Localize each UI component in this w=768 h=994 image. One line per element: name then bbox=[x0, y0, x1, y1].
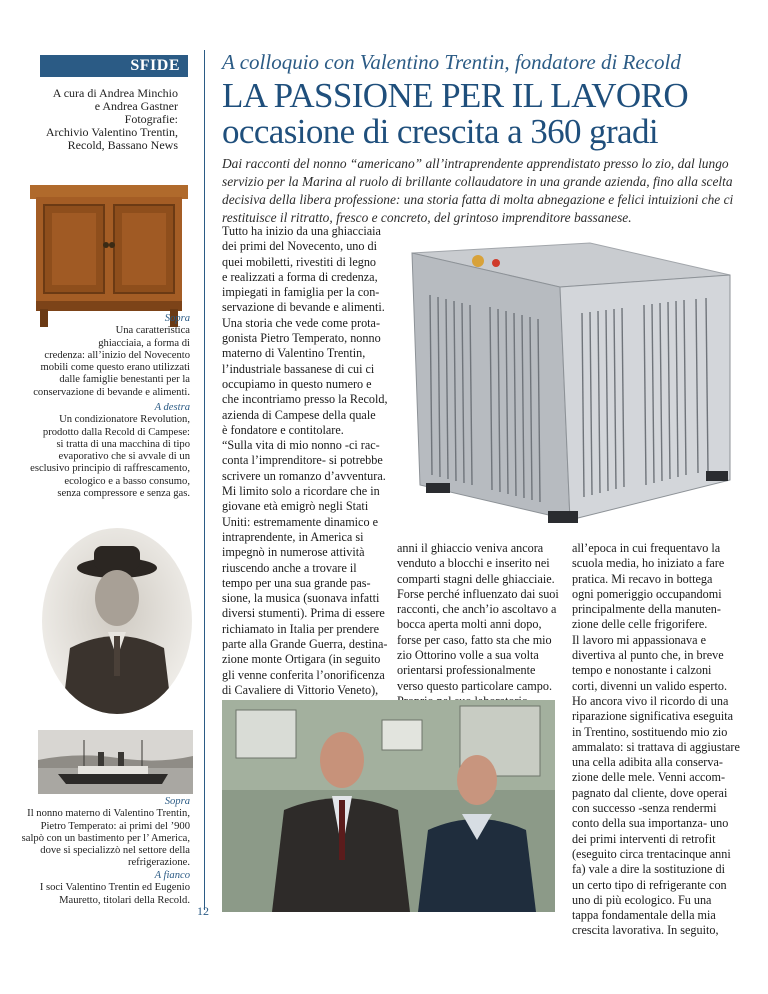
body-line: e realizzati a forma di credenza, bbox=[222, 269, 378, 284]
caption-line: Pietro Temperato: ai primi del ’900 bbox=[40, 820, 190, 832]
body-line: impegnò in numerose attività bbox=[222, 545, 365, 560]
body-line: servazione di bevande e alimenti. bbox=[222, 300, 385, 315]
credit-photo-1: Archivio Valentino Trentin, bbox=[45, 125, 178, 139]
body-line: Uniti: estremamente dinamico e bbox=[222, 514, 379, 529]
body-line: divertiva al punto che, in breve bbox=[572, 648, 724, 663]
credit-author-1: A cura di Andrea Minchio bbox=[52, 86, 178, 100]
body-line: richiamato in Italia per prendere bbox=[222, 621, 380, 636]
body-line: ogni pomeriggio occupandomi bbox=[572, 586, 722, 601]
body-line: Il lavoro mi appassionava e bbox=[572, 632, 707, 647]
caption-label: A destra bbox=[154, 402, 190, 413]
column-divider bbox=[204, 50, 205, 910]
partners-photo bbox=[222, 700, 555, 912]
body-line: racconti, che anch’io ascoltavo a bbox=[397, 602, 557, 617]
body-column-2 bbox=[397, 541, 567, 709]
body-line: con successo -senza rendermi bbox=[572, 801, 717, 816]
caption-line: evaporativo che si avvale di un bbox=[58, 451, 190, 463]
body-line: riuscendo anche a trovare il bbox=[222, 560, 357, 575]
caption-line: Mauretto, titolari della Recold. bbox=[59, 894, 190, 906]
body-line: dei primi del Novecento, uno di bbox=[222, 239, 378, 254]
caption-line: mobili come questo erano utilizzati bbox=[40, 362, 190, 374]
body-line: parte alla Grande Guerra, destina- bbox=[222, 637, 388, 652]
body-line: in Trentino, sostituendo mio zio bbox=[572, 724, 728, 739]
body-line: Tutto ha inizio da una ghiacciaia bbox=[222, 224, 381, 238]
body-line: quei mobiletti, rivestiti di legno bbox=[222, 254, 377, 269]
body-line: zione monte Ortigara (in seguito bbox=[222, 652, 381, 667]
page-number: 12 bbox=[197, 904, 209, 918]
article-headline bbox=[222, 78, 688, 150]
body-line: riparazione significativa eseguita bbox=[572, 709, 734, 724]
body-line: un certo tipo di refrigerante con bbox=[572, 877, 727, 892]
caption-line: senza compressore e senza gas. bbox=[57, 488, 190, 500]
credit-author-2: e Andrea Gastner bbox=[94, 99, 178, 113]
body-line: che incontriamo presso la Recold, bbox=[222, 392, 388, 407]
body-line: giovane età emigrò negli Stati bbox=[222, 499, 369, 514]
headline-line-1: LA PASSIONE PER IL LAVORO bbox=[222, 76, 689, 115]
caption-unit bbox=[20, 402, 190, 500]
caption-line: Una caratteristica bbox=[115, 325, 190, 337]
body-line: corti, divenni un valido esperto. bbox=[572, 678, 728, 693]
body-line: venduto a blocchi e inserito nei bbox=[397, 556, 550, 571]
caption-line: prodotto dalla Recold di Campese: bbox=[42, 426, 190, 438]
credit-photo-label: Fotografie: bbox=[124, 112, 178, 126]
caption-line: ghiacciaia, a forma di bbox=[98, 337, 190, 349]
body-line: pagnato dal cliente, dove operai bbox=[572, 785, 728, 800]
caption-line: conservazione di bevande e alimenti. bbox=[33, 386, 190, 398]
body-line: sione, la musica (suonava infatti bbox=[222, 591, 380, 606]
body-line: zione delle mele. Venni accom- bbox=[572, 770, 726, 785]
body-line: intraprendente, in America si bbox=[222, 529, 364, 544]
caption-line: esclusivo principio di raffrescamento, bbox=[30, 463, 190, 475]
body-line: tappa fondamentale della mia bbox=[572, 908, 716, 923]
body-line: conto della sua importanza- uno bbox=[572, 816, 729, 831]
body-column-3 bbox=[572, 541, 752, 939]
body-line: materno di Valentino Trentin, bbox=[222, 346, 366, 361]
body-line: ammalato: si trattava di aggiustare bbox=[572, 739, 740, 754]
caption-line: credenza: all’inizio del Novecento bbox=[44, 349, 190, 361]
air-cooler-image bbox=[400, 235, 745, 530]
caption-cabinet bbox=[20, 313, 190, 399]
body-line: è fondatore e contitolare. bbox=[222, 422, 344, 437]
body-line: impiegati in famiglia per la con- bbox=[222, 285, 380, 300]
body-line: occupiamo in questo numero e bbox=[222, 376, 372, 391]
body-line: fa) vale a dire la sostituzione di bbox=[572, 862, 725, 877]
body-line: Forse perché influenzato dai suoi bbox=[397, 586, 559, 601]
body-line: azienda di Campese della quale bbox=[222, 407, 376, 422]
body-line: comparti stagni delle ghiacciaie. bbox=[397, 571, 555, 586]
portrait-image bbox=[42, 528, 192, 714]
body-line: conta l’imprenditore- si potrebbe bbox=[222, 453, 383, 468]
steamship-image bbox=[38, 730, 193, 794]
body-line: Ho ancora vivo il ricordo di una bbox=[572, 693, 729, 708]
headline-line-2: occasione di crescita a 360 gradi bbox=[222, 112, 658, 151]
caption-label: Sopra bbox=[164, 796, 190, 807]
article-standfirst: Dai racconti del nonno “americano” all’intraprendente apprendistato presso lo zio, dal lungo servizio per la Marina al ruolo di brillante collaudatore in una grande azienda, fino alla scelta decisiva della libera professione: una storia fatta di molta abnegazione e felici intuizioni che ci restituisce il ritratto, fresco e concreto, del grintoso imprenditore bassanese. bbox=[222, 156, 734, 225]
body-line: diversi stumenti). Prima di essere bbox=[222, 606, 385, 621]
body-line: di Cavaliere di Vittorio Veneto), bbox=[222, 682, 379, 697]
body-line: una cella adibita alla conserva- bbox=[572, 755, 723, 770]
icebox-cabinet-image bbox=[26, 183, 190, 331]
body-line: crescita lavorativa. In seguito, bbox=[572, 923, 719, 938]
caption-line: dalle famiglie benestanti per la bbox=[59, 374, 190, 386]
body-line: anni il ghiaccio veniva ancora bbox=[397, 541, 544, 555]
caption-line: dove si specializzò nel settore della bbox=[40, 845, 190, 857]
caption-line: I soci Valentino Trentin ed Eugenio bbox=[39, 882, 190, 894]
caption-line: refrigerazione. bbox=[127, 857, 190, 869]
caption-line: Il nonno materno di Valentino Trentin, bbox=[27, 808, 190, 820]
body-line: pratica. Mi recavo in bottega bbox=[572, 571, 713, 586]
section-tag: SFIDE bbox=[40, 55, 188, 77]
caption-line: salpò con un bastimento per l’ America, bbox=[21, 832, 190, 844]
body-line: zione delle celle frigorifere. bbox=[572, 617, 708, 632]
body-line: bocca aperta molti anni dopo, bbox=[397, 617, 542, 632]
caption-people bbox=[10, 870, 190, 907]
body-line: gonista Pietro Temperato, nonno bbox=[222, 331, 381, 346]
article-kicker: A colloquio con Valentino Trentin, fondatore di Recold bbox=[222, 50, 681, 74]
body-line: “Sulla vita di mio nonno -ci rac- bbox=[222, 438, 380, 453]
caption-label: A fianco bbox=[154, 870, 190, 881]
body-line: uno di più ecologico. Fu una bbox=[572, 892, 712, 907]
caption-line: ecologico e a basso consumo, bbox=[64, 475, 190, 487]
body-column-1 bbox=[222, 224, 392, 744]
body-line: gli venne conferita l’onorificenza bbox=[222, 667, 385, 682]
caption-label: Sopra bbox=[164, 313, 190, 324]
body-line: Una storia che vede come prota- bbox=[222, 315, 381, 330]
caption-line: si tratta di una macchina di tipo bbox=[56, 438, 190, 450]
body-line: all’epoca in cui frequentavo la bbox=[572, 541, 721, 555]
body-line: orientarsi professionalmente bbox=[397, 663, 536, 678]
body-line: Mi limito solo a ricordare che in bbox=[222, 484, 380, 499]
body-line: tempo e nonostante i calzoni bbox=[572, 663, 712, 678]
body-line: forse per caso, fatto sta che mio bbox=[397, 632, 552, 647]
body-line: dei primi interventi di retrofit bbox=[572, 831, 716, 846]
body-line: verso questo particolare campo. bbox=[397, 678, 552, 693]
body-line: (eseguito circa trentacinque anni bbox=[572, 846, 731, 861]
caption-line: Un condizionatore Revolution, bbox=[59, 414, 190, 426]
body-line: scrivere un romanzo d’avventura. bbox=[222, 468, 386, 483]
body-line: tempo per una sua grande pas- bbox=[222, 575, 371, 590]
caption-ship bbox=[10, 796, 190, 870]
body-line: zio Ottorino volle a sua volta bbox=[397, 648, 539, 663]
body-line: l’industriale bassanese di cui ci bbox=[222, 361, 375, 376]
body-line: scuola media, ho iniziato a fare bbox=[572, 556, 725, 571]
credit-photo-2: Recold, Bassano News bbox=[67, 138, 178, 152]
body-line: principalmente della manuten- bbox=[572, 602, 721, 617]
